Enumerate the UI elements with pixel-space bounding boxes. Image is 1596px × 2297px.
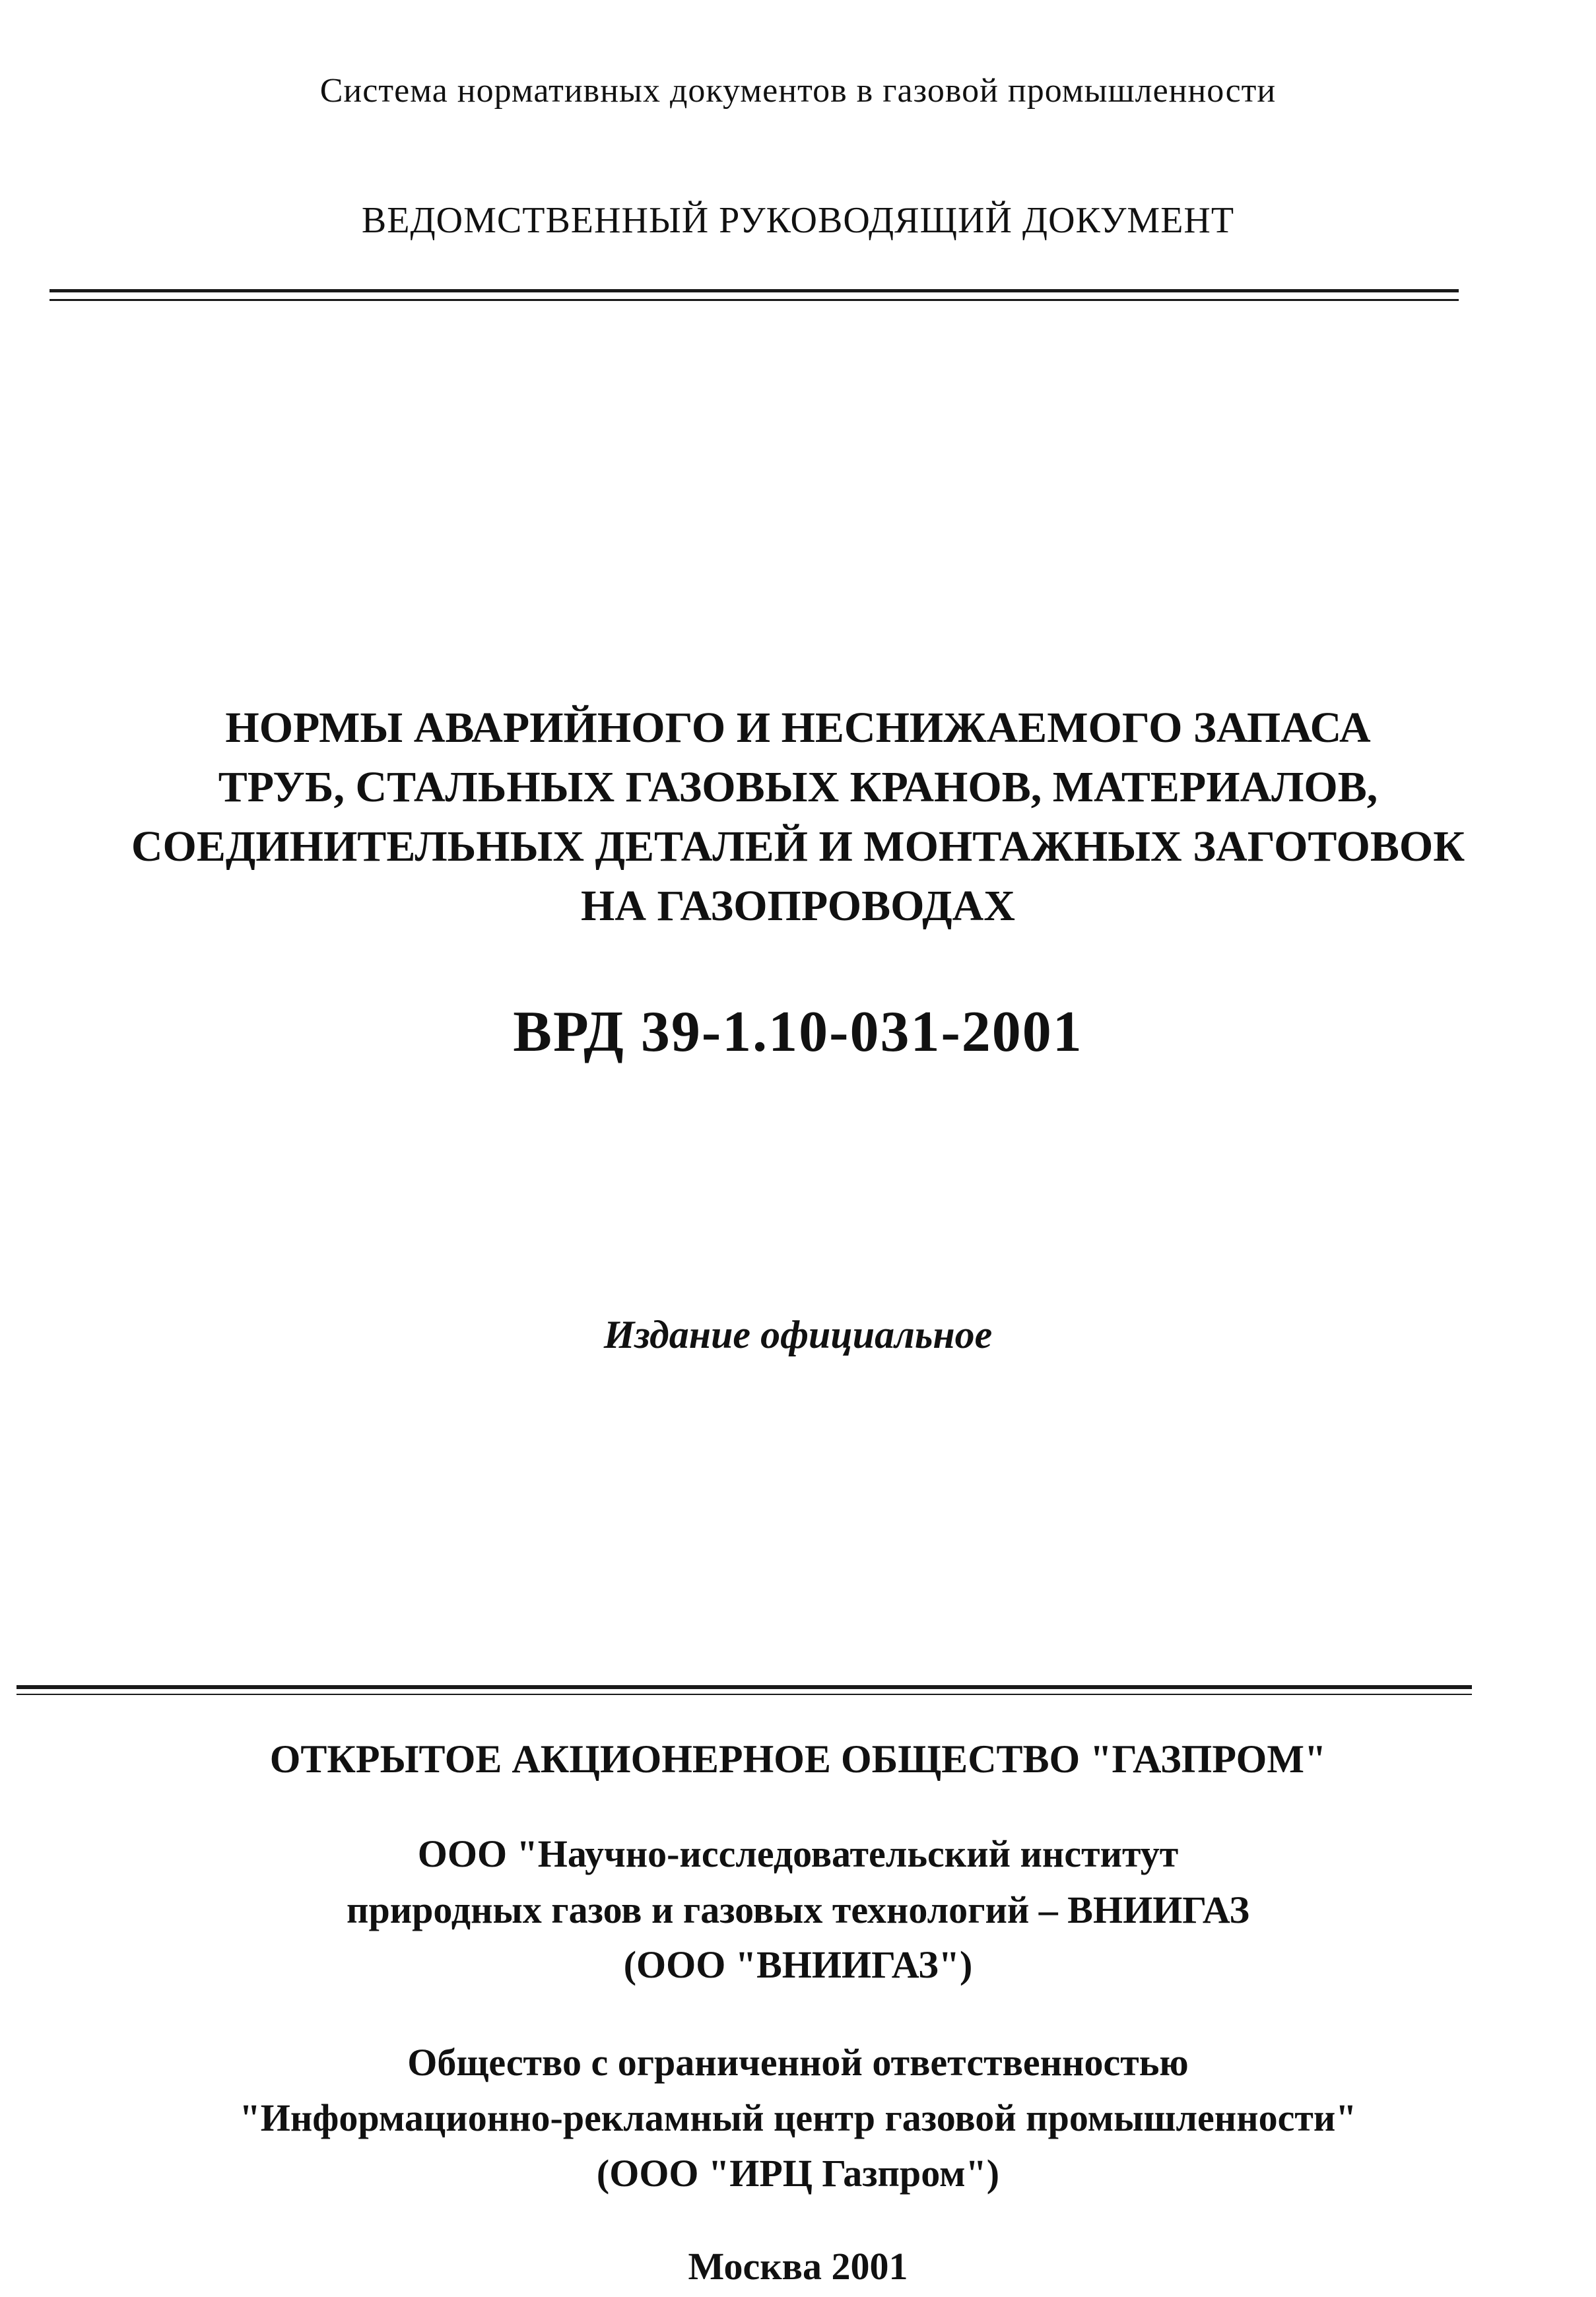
edition-label: Издание официальное xyxy=(603,1313,993,1356)
title-line-1: НОРМЫ АВАРИЙНОГО И НЕСНИЖАЕМОГО ЗАПАСА xyxy=(225,704,1371,752)
system-name: Система нормативных документов в газовой промышленности xyxy=(319,72,1277,110)
info-center-line-2: "Информационно-рекламный центр газовой промышленности" xyxy=(239,2096,1357,2139)
publisher-main: ОТКРЫТОЕ АКЦИОНЕРНОЕ ОБЩЕСТВО "ГАЗПРОМ" xyxy=(269,1737,1327,1781)
info-center-line-3: (ООО "ИРЦ Газпром") xyxy=(596,2152,1000,2195)
title-line-2: ТРУБ, СТАЛЬНЫХ ГАЗОВЫХ КРАНОВ, МАТЕРИАЛОВ, xyxy=(218,763,1378,811)
institute-line-3: (ООО "ВНИИГАЗ") xyxy=(623,1943,973,1986)
city-year: Москва 2001 xyxy=(688,2245,908,2288)
title-line-4: НА ГАЗОПРОВОДАХ xyxy=(581,882,1015,930)
info-center-line-1: Общество с ограниченной ответственностью xyxy=(407,2041,1189,2084)
document-code: ВРД 39-1.10-031-2001 xyxy=(513,1000,1083,1064)
bottom-rule xyxy=(17,1685,1472,1689)
top-rule xyxy=(50,289,1459,292)
institute-line-1: ООО "Научно-исследовательский институт xyxy=(417,1832,1179,1875)
title-line-3: СОЕДИНИТЕЛЬНЫХ ДЕТАЛЕЙ И МОНТАЖНЫХ ЗАГОТОВОК xyxy=(131,822,1465,871)
institute-line-2: природных газов и газовых технологий – ВНИИГАЗ xyxy=(347,1888,1249,1931)
bottom-rule-thin xyxy=(17,1694,1472,1695)
top-rule-thin xyxy=(50,299,1459,301)
document-type: ВЕДОМСТВЕННЫЙ РУКОВОДЯЩИЙ ДОКУМЕНТ xyxy=(361,200,1235,241)
